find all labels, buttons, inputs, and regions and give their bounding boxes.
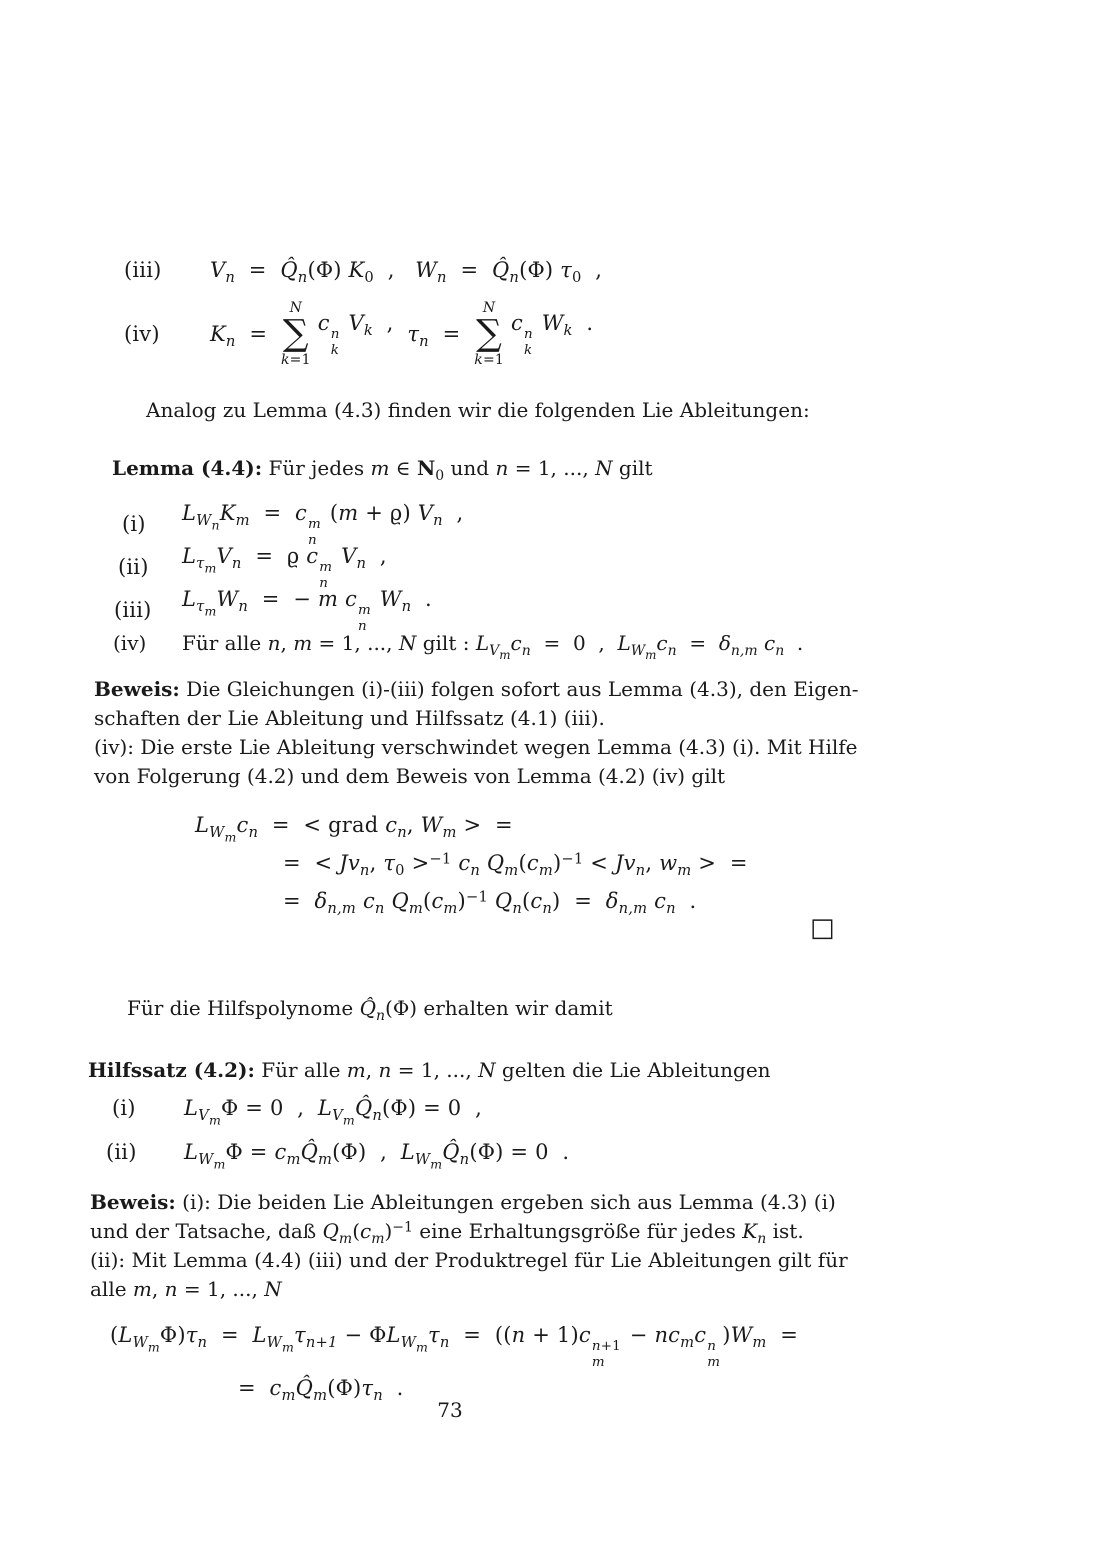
equation-row-iii	[124, 258, 603, 287]
item-label: (iv)	[113, 631, 147, 656]
equation-iv-lhs: $K_n$ =	[210, 322, 274, 351]
equation-iv-mid: $\tau_n$ =	[407, 322, 468, 351]
sum-operator	[474, 300, 504, 368]
equation-label: (iv)	[124, 322, 160, 347]
hilfssatz-42-title: Hilfssatz (4.2):	[88, 1058, 255, 1082]
item-label: (ii)	[106, 1140, 137, 1165]
equation-iv-term1: c n k $V_k$ ,	[317, 310, 401, 358]
hilfssatz-42-heading	[88, 1058, 771, 1082]
item-label: (i)	[122, 512, 146, 537]
proof-paragraph-1: Beweis: Die Gleichungen (i)-(iii) folgen sofort aus Lemma (4.3), den Eigen- schaften der Lie Ableitung und Hilfssatz (4.1) (iii). (iv): Die erste Lie Ableitung verschwindet wegen Lemma (4.3) (i). Mit Hilfe von Folgerung (4.2) und dem Beweis von Lemma (4.2) (iv) gilt	[94, 677, 859, 788]
page-number: 73	[437, 1398, 463, 1422]
final-derivation-line-2: = $c_mQ̂_m(\Phi)\tau_n$ .	[238, 1376, 404, 1405]
item-equation: Für alle n, m = 1, ..., N gilt : $L_{V_m}c_n = 0$ , $L_{W_m}c_n = \delta_{n,m}$ $c_n$ .	[182, 631, 804, 663]
lemma-44-intro: Für jedes m ∈ $N_0$ und n = 1, ..., N gilt	[262, 456, 653, 484]
analog-paragraph: Analog zu Lemma (4.3) finden wir die folgenden Lie Ableitungen:	[146, 398, 810, 422]
equation-label: (iii)	[124, 258, 162, 282]
item-equation: $L_{\tau_m}V_n = ϱ$ c m n $V_n$ ,	[182, 544, 387, 591]
hilfssatz-item-i	[112, 1096, 482, 1128]
display-equation-block	[195, 806, 748, 920]
item-equation: $L_{V_m}\Phi = 0$ , $L_{V_m}Q̂_n(\Phi) = 0$ ,	[184, 1096, 482, 1128]
sum-upper-limit: N	[289, 300, 303, 316]
lemma-item-iii	[114, 587, 432, 633]
item-equation: $L_{W_m}\Phi$ = $c_mQ̂_m(\Phi)$ , $L_{W_m}Q̂_n(\Phi) = 0$ .	[184, 1140, 570, 1172]
derivation-line-3: = $\delta_{n,m}$ $c_n$ $Q_m(c_m)^{-1}$ $Q_n(c_n) = \delta_{n,m}$ $c_n$ .	[283, 888, 697, 918]
lemma-item-ii	[118, 544, 387, 590]
sigma-icon: ∑	[282, 313, 309, 355]
final-equation-block	[110, 1316, 798, 1407]
sum-upper-limit: N	[482, 300, 496, 316]
item-equation: $L_{W_n}K_m = c$ m n (m + ϱ) $V_n$ ,	[182, 501, 464, 548]
equation-iv-term2: c n k $W_k$ .	[510, 310, 594, 358]
item-label: (iii)	[114, 598, 152, 623]
hilfssatz-42-intro: Für alle m, n = 1, ..., N gelten die Lie Ableitungen	[254, 1058, 771, 1082]
equation-row-iv	[124, 300, 593, 368]
proof-paragraph-2: Beweis: (i): Die beiden Lie Ableitungen ergeben sich aus Lemma (4.3) (i) und der Tatsache, daß $Q_m(c_m)^{-1}$ eine Erhaltungsgröße für jedes $K_n$ ist. (ii): Mit Lemma (4.4) (iii) und der Produktregel für Lie Ableitungen gilt für alle m, n = 1, ..., N	[90, 1190, 848, 1301]
lemma-item-iv	[113, 631, 804, 663]
sigma-icon: ∑	[476, 313, 503, 355]
qed-box: □	[810, 913, 835, 943]
lemma-item-i	[122, 501, 463, 547]
final-derivation-line-1: $(L_{W_m}\Phi)\tau_n = L_{W_m}\tau_{n+1} - \Phi L_{W_m}\tau_n = ((n + 1)c$ n+1 m − $nc_mc$ n m )$W_m$ =	[110, 1323, 799, 1370]
derivation-line-2: = < $Jv_n$, $\tau_0 >^{-1}$ $c_n$ $Q_m(c_m)^{-1} < Jv_n$, $w_m$ > =	[283, 850, 748, 880]
sum-operator	[281, 300, 311, 368]
item-equation: $L_{\tau_m}W_n$ = − m c m n $W_n$ .	[182, 587, 432, 634]
sum-lower-limit: k=1	[280, 352, 311, 369]
equation-iii: $V_n$ = $Q̂_n(\Phi)$ $K_0$ , $W_n$ = $Q̂_n(\Phi)$ $\tau_0$ ,	[210, 258, 603, 287]
lemma-44-title: Lemma (4.4):	[112, 456, 263, 480]
lemma-44-heading	[112, 456, 653, 484]
item-label: (ii)	[118, 555, 149, 580]
hilfssatz-item-ii	[106, 1140, 570, 1172]
hilfspolynome-paragraph: Für die Hilfspolynome $Q̂_n(\Phi)$ erhalten wir damit	[127, 996, 613, 1024]
item-label: (i)	[112, 1096, 136, 1121]
sum-lower-limit: k=1	[474, 352, 504, 369]
derivation-line-1: $L_{W_m}c_n$ = < grad $c_n$, $W_m$ > =	[195, 813, 513, 845]
